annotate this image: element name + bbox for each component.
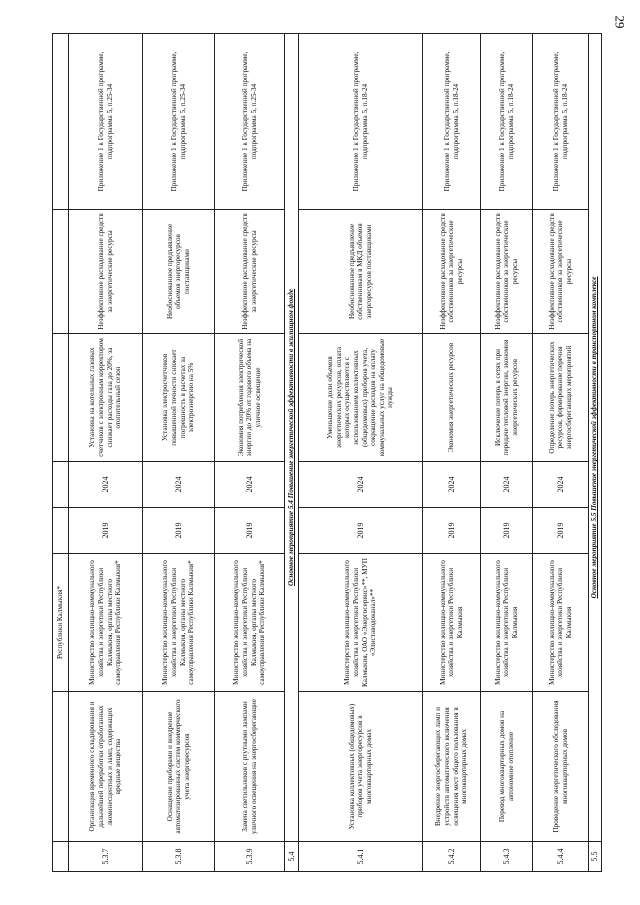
cell-name [53,692,69,842]
cell-end: 2024 [143,462,215,508]
cell-result: Определение потерь энергетических ресурсов, формирование перечня энергосберегающих мероприятий [533,334,589,462]
cell-name: Оснащение приборами и внедрение автоматизированных систем коммерческого учета энергоресурсов [143,692,215,842]
cell-executor: Министерство жилищно-коммунального хозяйства и энергетики Республики Калмыкия [533,554,589,692]
cell-end: 2024 [423,462,481,508]
cell-end: 2024 [481,462,533,508]
section-title: Основное мероприятие 5.5 Повышение энергетической эффективности в транспортном комплексе [589,34,602,842]
cell-executor: Министерство жилищно-коммунального хозяйства и энергетики Республики Калмыкия, органы местного самоуправления Республики Калмыкия* [143,554,215,692]
section-row [285,34,299,872]
cell-executor: Министерство жилищно-коммунального хозяйства и энергетики Республики Калмыкия [423,554,481,692]
cell-start: 2019 [69,508,143,554]
cell-name: Установка коллективных (общедомовых) приборов учета энергоресурсов в многоквартирных домах [299,692,423,842]
cell-executor: Министерство жилищно-коммунального хозяйства и энергетики Республики Калмыкия, ОАО «Энергосервис»**, МУП «Элиставодоканал»** [299,554,423,692]
carry-row [53,34,69,872]
cell-num: 5.4.2 [423,842,481,872]
cell-result: Установка на котельных газовых счетчиков с электронным корректором снижает расходы газа до 20%, за отопительный сезон [69,334,143,462]
cell-result: Экономия потребления электрической энергии до 20% от годового объема на уличное освещение [215,334,285,462]
measures-table [52,33,602,872]
cell-num: 5.3.8 [143,842,215,872]
section-title: Основное мероприятие 5.4 Повышение энергетической эффективности в жилищном фонде [285,34,299,842]
cell-risk: Необоснованное предъявление объемов энергоресурсов поставщиками [143,210,215,334]
page-number: 29 [612,15,628,29]
table-row [299,34,423,872]
cell-risk: Необоснованное предъявление собственникам в МКД объемов энергоресурсов поставщиками [299,210,423,334]
cell-link: Приложение 1 к Государственной программе, подпрограмма 5, п.25-34 [215,34,285,210]
cell-num: 5.4.4 [533,842,589,872]
cell-end [53,462,69,508]
table-row [423,34,481,872]
cell-start: 2019 [533,508,589,554]
cell-name: Организация временного складирования и дальнейшей переработки отработанных люминесцентных и ламп, содержащих вредные вещества [69,692,143,842]
cell-risk: Неэффективное расходование средств за энергетические ресурсы [215,210,285,334]
cell-end: 2024 [299,462,423,508]
table-row [215,34,285,872]
cell-risk: Неэффективное расходование средств собственников за энергетические ресурсы [481,210,533,334]
cell-name: Замена светильников с ртутными лампами уличного освещения на энергосберегающие [215,692,285,842]
rotated-sheet [52,34,600,872]
cell-num: 5.3.7 [69,842,143,872]
cell-start [53,508,69,554]
table-row [143,34,215,872]
cell-start: 2019 [143,508,215,554]
cell-link: Приложение 1 к Государственной программе, подпрограмма 5, п.18-24 [533,34,589,210]
cell-num [53,842,69,872]
cell-executor: Министерство жилищно-коммунального хозяйства и энергетики Республики Калмыкия, органы местного самоуправления Республики Калмыкия* [69,554,143,692]
cell-name: Перевод многоквартирных домов на автономное отопление [481,692,533,842]
cell-start: 2019 [299,508,423,554]
cell-link: Приложение 1 к Государственной программе, подпрограмма 5, п.18-24 [481,34,533,210]
table-row [533,34,589,872]
cell-executor: Министерство жилищно-коммунального хозяйства и энергетики Республики Калмыкия [481,554,533,692]
cell-risk: Неэффективное расходование средств собственников за энергетические ресурсы [533,210,589,334]
cell-end: 2024 [533,462,589,508]
cell-num: 5.4 [285,842,299,872]
cell-executor: Республики Калмыкия* [53,554,69,692]
cell-executor: Министерство жилищно-коммунального хозяйства и энергетики Республики Калмыкия, органы местного самоуправления Республики Калмыкия* [215,554,285,692]
cell-link: Приложение 1 к Государственной программе, подпрограмма 5, п.18-24 [299,34,423,210]
cell-risk: Неэффективное расходование средств за энергетические ресурсы [69,210,143,334]
cell-link: Приложение 1 к Государственной программе, подпрограмма 5, п.18-24 [423,34,481,210]
table-body [53,34,602,872]
cell-name: Проведение энергетического обследования многоквартирных домов [533,692,589,842]
cell-num: 5.4.3 [481,842,533,872]
cell-result: Установка электросчетчиков повышенной точности снижает погрешность в расчетах за электроэнергию на 5% [143,334,215,462]
cell-result: Уменьшение доли объемов энергетических ресурсов, оплата которых осуществляется с использованием коллективных (общедомовых) приборов учета, сокращение расходов на оплату коммунальных услуг на общедомовые нужды [299,334,423,462]
cell-end: 2024 [215,462,285,508]
table-row [69,34,143,872]
cell-result: Экономия энергетических ресурсов [423,334,481,462]
cell-num: 5.4.1 [299,842,423,872]
cell-risk: Неэффективное расходование средств собственников за энергетические ресурсы [423,210,481,334]
table-row [481,34,533,872]
cell-start: 2019 [215,508,285,554]
rotated-table-container [52,34,600,872]
cell-num: 5.5 [589,842,602,872]
cell-result [53,334,69,462]
cell-name: Внедрение энергосберегающих ламп и устройств автоматического включения освещения мест общего пользования в многоквартирных домах [423,692,481,842]
cell-link [53,34,69,210]
cell-result: Исключение потерь в сетях при передаче тепловой энергии, экономия энергетических ресурсов [481,334,533,462]
section-row [589,34,602,872]
cell-start: 2019 [481,508,533,554]
cell-link: Приложение 1 к Государственной программе, подпрограмма 5, п.25-34 [143,34,215,210]
cell-link: Приложение 1 к Государственной программе, подпрограмма 5, п.25-34 [69,34,143,210]
cell-start: 2019 [423,508,481,554]
cell-risk [53,210,69,334]
cell-end: 2024 [69,462,143,508]
cell-num: 5.3.9 [215,842,285,872]
